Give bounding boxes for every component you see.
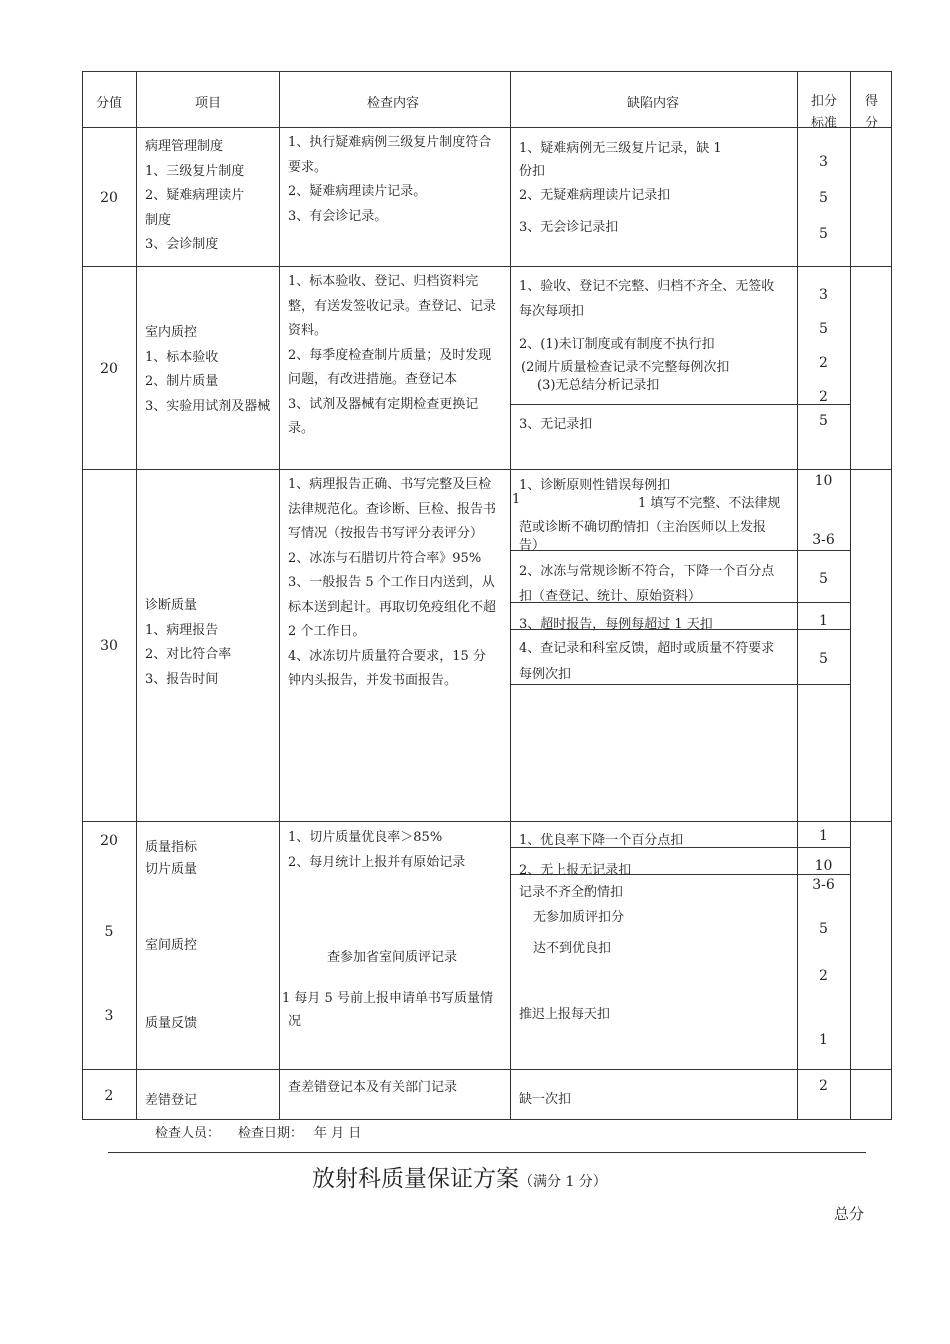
row4-content-4: 1 每月 5 号前上报申请单书写质量情 xyxy=(282,991,493,1006)
item-line: 3、报告时间 xyxy=(145,671,219,687)
row4-content-2: 2、每月统计上报并有原始记录 xyxy=(288,855,466,870)
row3-defect-2: 1 xyxy=(512,492,521,507)
section-divider xyxy=(108,1152,866,1153)
item-line: 2、疑难病理读片 xyxy=(145,188,245,203)
content-line: 法律规范化。查诊断、巨检、报告书 xyxy=(288,501,497,517)
row4-defect-5: 达不到优良扣 xyxy=(533,941,612,956)
row3-deduct-5: 5 xyxy=(819,651,828,667)
row5-deduct: 2 xyxy=(819,1078,828,1094)
row2-deduct-2: 5 xyxy=(819,321,828,337)
row3-content xyxy=(288,473,496,694)
header-content: 检查内容 xyxy=(367,96,420,111)
row4-item-2: 切片质量 xyxy=(145,862,198,877)
row5-defect: 缺一次扣 xyxy=(519,1092,572,1107)
content-line: 2、疑难病理读片记录。 xyxy=(288,184,427,199)
content-line: 1、标本验收、登记、归档资料完 xyxy=(288,274,479,289)
item-line: 3、会诊制度 xyxy=(145,237,219,252)
header-score: 分值 xyxy=(96,96,123,111)
row4-defect-1: 1、优良率下降一个百分点扣 xyxy=(519,833,684,848)
inspector-label: 检查人员： xyxy=(155,1126,221,1141)
inspection-date-label: 检查日期： xyxy=(238,1126,304,1141)
date-placeholder: 年 月 日 xyxy=(314,1126,362,1141)
content-line: 1、病理报告正确、书写完整及巨检 xyxy=(288,477,492,492)
content-line: 3、有会诊记录。 xyxy=(288,208,388,224)
header-defect: 缺陷内容 xyxy=(627,96,680,111)
content-line: 钟内头报告，并发书面报告。 xyxy=(288,673,458,688)
content-line: 要求。 xyxy=(288,159,328,175)
item-line: 2、制片质量 xyxy=(145,374,219,389)
row2-defect-6: 3、无记录扣 xyxy=(519,417,593,432)
item-line: 1、标本验收 xyxy=(145,349,219,365)
row1-defect-2: 份扣 xyxy=(519,164,546,179)
row4-deduct-1: 1 xyxy=(819,828,828,844)
row4-item-4: 质量反馈 xyxy=(145,1016,198,1031)
row4-item-1: 质量指标 xyxy=(145,840,198,855)
row4-deduct-3: 3-6 xyxy=(812,877,835,893)
row4-content-3: 查参加省室间质评记录 xyxy=(327,950,458,965)
row1-deduct-2: 5 xyxy=(819,190,828,206)
header-got-1: 得 xyxy=(865,94,879,109)
content-line: 整，有送发签收记录。查登记、记录 xyxy=(288,298,497,314)
row4-deduct-2: 10 xyxy=(814,858,833,874)
item-line: 制度 xyxy=(145,212,172,228)
content-line: 标本送到起计。再取切免疫组化不超 xyxy=(288,599,497,615)
row3-defect-10: 每例次扣 xyxy=(519,667,572,682)
row2-defect-1: 1、验收、登记不完整、归档不齐全、无签收 xyxy=(519,279,775,294)
row3-defect-4: 范或诊断不确切酌情扣（主治医师以上发报 xyxy=(519,520,767,535)
row1-defect-3: 2、无疑难病理读片记录扣 xyxy=(519,188,671,203)
row1-deduct-1: 3 xyxy=(819,154,828,170)
row3-defect-3: 1 填写不完整、不法律规 xyxy=(638,496,781,511)
row2-score: 20 xyxy=(100,361,118,377)
header-got-2: 分 xyxy=(865,116,879,131)
row3-item xyxy=(145,594,231,692)
content-line: 资料。 xyxy=(288,323,328,338)
section-title-text: 放射科质量保证方案 xyxy=(312,1166,519,1192)
row3-defect-8: 3、超时报告，每例每超过 1 天扣 xyxy=(519,617,713,632)
row4-score-3: 3 xyxy=(104,1008,114,1024)
row1-defect-1: 1、疑难病例无三级复片记录，缺 1 xyxy=(519,141,722,156)
item-line: 1、三级复片制度 xyxy=(145,163,245,179)
row1-deduct-3: 5 xyxy=(819,226,828,242)
row1-score: 20 xyxy=(100,190,118,206)
row4-deduct-6: 1 xyxy=(819,1032,828,1048)
row2-content xyxy=(288,270,496,442)
row2-deduct-1: 3 xyxy=(819,287,828,303)
row3-deduct-3: 5 xyxy=(819,571,828,587)
row3-defect-9: 4、查记录和科室反馈，超时或质量不符要求 xyxy=(519,641,775,656)
item-line: 3、实验用试剂及器械 xyxy=(145,398,271,414)
row4-content-1: 1、切片质量优良率＞85% xyxy=(288,830,443,845)
header-deduct-2: 标准 xyxy=(811,116,838,131)
row4-content-5: 况 xyxy=(288,1014,302,1029)
row2-defect-4: (2闹片质量检查记录不完整每例次扣 xyxy=(521,360,730,375)
row4-defect-6: 推迟上报每天扣 xyxy=(519,1007,611,1022)
content-line: 2、冰冻与石腊切片符合率》95% xyxy=(288,550,482,566)
item-line: 病理管理制度 xyxy=(145,139,224,154)
row4-defect-3: 记录不齐全酌情扣 xyxy=(519,885,624,900)
content-line: 2 个工作日。 xyxy=(288,624,366,639)
item-line: 2、对比符合率 xyxy=(145,647,232,662)
content-line: 1、执行疑难病例三级复片制度符合 xyxy=(288,135,492,150)
item-line: 1、病理报告 xyxy=(145,622,219,638)
content-line: 4、冰冻切片质量符合要求，15 分 xyxy=(288,648,486,664)
row1-content xyxy=(288,131,491,229)
row1-defect-4: 3、无会诊记录扣 xyxy=(519,220,619,235)
row4-score-1: 20 xyxy=(100,833,118,849)
header-item: 项目 xyxy=(195,96,222,111)
row4-defect-2: 2、无上报无记录扣 xyxy=(519,863,632,878)
row4-score-2: 5 xyxy=(104,924,114,940)
row4-deduct-4: 5 xyxy=(819,921,828,937)
row5-content: 查差错登记本及有关部门记录 xyxy=(288,1080,458,1095)
item-line: 室内质控 xyxy=(145,325,198,340)
row5-score: 2 xyxy=(104,1088,114,1104)
row3-deduct-1: 10 xyxy=(814,473,833,489)
total-score-label: 总分 xyxy=(834,1205,865,1223)
content-line: 3、一般报告 5 个工作日内送到，从 xyxy=(288,575,495,590)
row3-deduct-4: 1 xyxy=(819,613,828,629)
row3-defect-7: 扣（查登记、统计、原始资料） xyxy=(519,589,702,604)
row4-deduct-5: 2 xyxy=(819,968,828,984)
content-line: 问题，有改进措施。查登记本 xyxy=(288,372,458,387)
row2-deduct-5: 5 xyxy=(819,413,828,429)
row3-defect-5: 告） xyxy=(519,538,546,553)
row1-item xyxy=(145,135,244,258)
row3-defect-6: 2、冰冻与常规诊断不符合，下降一个百分点 xyxy=(519,564,775,579)
row2-deduct-3: 2 xyxy=(819,355,828,371)
row3-score: 30 xyxy=(100,638,118,654)
row2-defect-3: 2、(1)未订制度或有制度不执行扣 xyxy=(519,337,715,352)
section-title xyxy=(312,1160,607,1193)
row4-item-3: 室间质控 xyxy=(145,938,198,953)
row3-deduct-2: 3-6 xyxy=(812,532,835,548)
row2-item xyxy=(145,321,270,419)
section-title-note: （满分 1 分） xyxy=(519,1174,607,1190)
content-line: 写情况（按报告书写评分表评分） xyxy=(288,526,484,541)
header-deduct-1: 扣分 xyxy=(811,94,838,109)
row2-deduct-4: 2 xyxy=(819,389,828,405)
row2-defect-2: 每次每项扣 xyxy=(519,304,585,319)
row4-defect-4: 无参加质评扣分 xyxy=(533,910,625,925)
content-line: 3、试剂及器械有定期检查更换记 xyxy=(288,396,479,412)
row5-item: 差错登记 xyxy=(145,1093,198,1108)
content-line: 录。 xyxy=(288,421,315,436)
item-line: 诊断质量 xyxy=(145,598,198,613)
row3-defect-1: 1、诊断原则性错误每例扣 xyxy=(519,478,671,493)
content-line: 2、每季度检查制片质量；及时发现 xyxy=(288,347,492,363)
row2-defect-5: (3)无总结分析记录扣 xyxy=(537,378,660,393)
